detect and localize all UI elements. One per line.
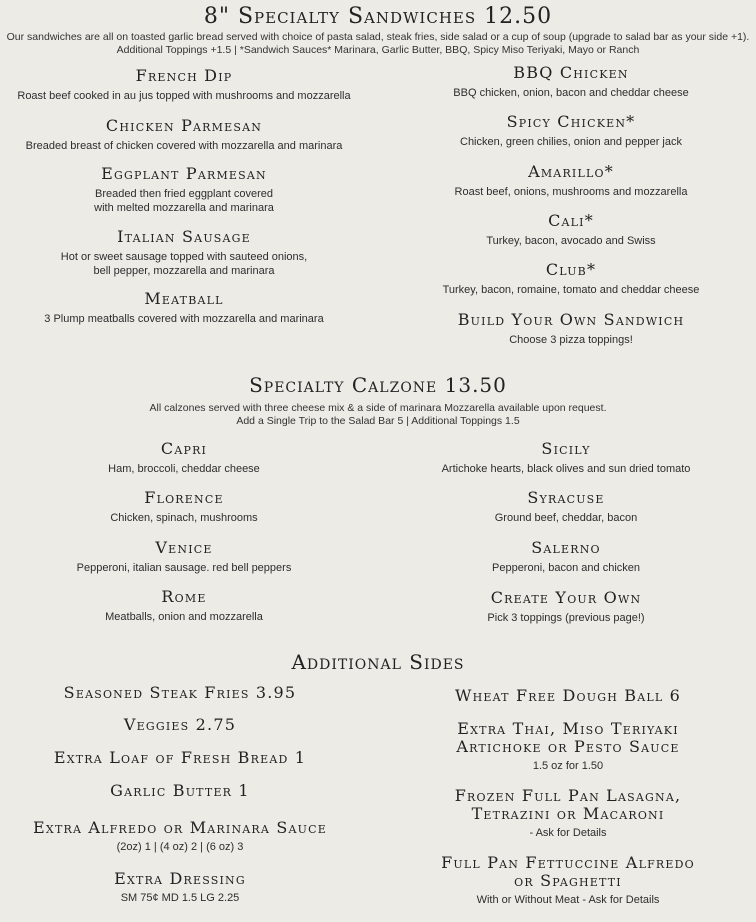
menu-item bbox=[0, 869, 360, 905]
item-name: Spicy Chicken* bbox=[506, 112, 636, 131]
calzone-heading: Specialty Calzone 13.50 bbox=[249, 373, 507, 397]
item-description: Pepperoni, bacon and chicken bbox=[492, 562, 640, 574]
item-name: Chicken Parmesan bbox=[105, 116, 263, 135]
item-name: Cali* bbox=[548, 211, 594, 230]
calzone-intro-line2: Add a Single Trip to the Salad Bar 5 | Additional Toppings 1.5 bbox=[236, 415, 520, 427]
item-name: Seasoned Steak Fries 3.95 bbox=[63, 683, 297, 702]
item-description: SM 75¢ MD 1.5 LG 2.25 bbox=[120, 892, 240, 904]
item-name: Build Your Own Sandwich bbox=[457, 310, 685, 329]
calzone-intro-line1: All calzones served with three cheese mix & a side of marinara Mozzarella available upon request. bbox=[149, 402, 607, 414]
item-name: Frozen Full Pan Lasagna, Tetrazini or Macaroni bbox=[454, 786, 682, 823]
item-description: With or Without Meat - Ask for Details bbox=[476, 894, 660, 906]
sides-left-column bbox=[0, 0, 360, 922]
item-name: Extra Thai, Miso Teriyaki Artichoke or Pesto Sauce bbox=[456, 719, 680, 756]
item-description: Chicken, spinach, mushrooms bbox=[110, 512, 258, 524]
item-description: Ham, broccoli, cheddar cheese bbox=[108, 463, 260, 475]
item-name: French Dip bbox=[135, 66, 233, 85]
item-name: Meatball bbox=[144, 289, 224, 308]
sandwiches-intro-line1: Our sandwiches are all on toasted garlic bread served with choice of pasta salad, steak fries, side salad or a cup of soup (upgrade to salad bar as your side +1). bbox=[6, 31, 750, 43]
item-description: - Ask for Details bbox=[529, 827, 607, 839]
menu-item bbox=[0, 683, 360, 702]
item-name: Extra Dressing bbox=[114, 869, 246, 888]
item-name: Rome bbox=[161, 587, 207, 606]
menu-item bbox=[0, 818, 360, 854]
item-name: Eggplant Parmesan bbox=[101, 164, 267, 183]
item-description: (2oz) 1 | (4 oz) 2 | (6 oz) 3 bbox=[116, 841, 244, 853]
menu-item bbox=[0, 781, 360, 800]
menu-item bbox=[380, 787, 756, 840]
item-description: Breaded breast of chicken covered with mozzarella and marinara bbox=[25, 140, 343, 152]
item-name: Create Your Own bbox=[490, 588, 642, 607]
item-name: Salerno bbox=[531, 538, 601, 557]
item-name: Italian Sausage bbox=[117, 227, 251, 246]
menu-item bbox=[380, 854, 756, 907]
menu-item bbox=[380, 686, 756, 705]
item-name: Wheat Free Dough Ball 6 bbox=[454, 686, 682, 705]
menu-item bbox=[0, 715, 360, 734]
sandwiches-intro-line2: Additional Toppings +1.5 | *Sandwich Sauces* Marinara, Garlic Butter, BBQ, Spicy Miso Teriyaki, Mayo or Ranch bbox=[116, 44, 640, 56]
item-name: Venice bbox=[155, 538, 213, 557]
item-name: Full Pan Fettuccine Alfredo or Spaghetti bbox=[441, 853, 695, 890]
item-description: Artichoke hearts, black olives and sun dried tomato bbox=[441, 463, 691, 475]
item-name: Sicily bbox=[541, 439, 591, 458]
item-description: Turkey, bacon, romaine, tomato and cheddar cheese bbox=[442, 284, 700, 296]
item-name: Extra Loaf of Fresh Bread 1 bbox=[53, 748, 307, 767]
item-name: Amarillo* bbox=[528, 162, 614, 181]
menu-item bbox=[380, 720, 756, 773]
item-name: Club* bbox=[545, 260, 597, 279]
item-description: Pepperoni, italian sausage. red bell peppers bbox=[76, 562, 292, 574]
item-name: Florence bbox=[144, 488, 224, 507]
menu-item bbox=[0, 748, 360, 767]
item-description: Meatballs, onion and mozzarella bbox=[105, 611, 263, 623]
item-name: Capri bbox=[160, 439, 208, 458]
item-description: Turkey, bacon, avocado and Swiss bbox=[486, 235, 656, 247]
sides-heading: Additional Sides bbox=[291, 650, 465, 674]
item-description: 1.5 oz for 1.50 bbox=[532, 760, 604, 772]
item-description: BBQ chicken, onion, bacon and cheddar cheese bbox=[453, 87, 689, 99]
item-description: Choose 3 pizza toppings! bbox=[509, 334, 633, 346]
item-description: Roast beef cooked in au jus topped with mushrooms and mozzarella bbox=[17, 90, 351, 102]
item-name: Syracuse bbox=[527, 488, 605, 507]
item-description: Breaded then fried eggplant covered with melted mozzarella and marinara bbox=[94, 188, 274, 214]
item-name: Veggies 2.75 bbox=[123, 715, 237, 734]
item-description: Hot or sweet sausage topped with sauteed onions, bell pepper, mozzarella and marinara bbox=[60, 251, 308, 277]
item-name: Extra Alfredo or Marinara Sauce bbox=[33, 818, 327, 837]
item-description: Pick 3 toppings (previous page!) bbox=[487, 612, 645, 624]
sides-right-column bbox=[380, 0, 756, 922]
item-description: Ground beef, cheddar, bacon bbox=[494, 512, 638, 524]
sandwiches-heading: 8" Specialty Sandwiches 12.50 bbox=[203, 4, 553, 29]
item-name: Garlic Butter 1 bbox=[110, 781, 250, 800]
item-name: BBQ Chicken bbox=[513, 63, 629, 82]
item-description: Roast beef, onions, mushrooms and mozzarella bbox=[454, 186, 688, 198]
item-description: Chicken, green chilies, onion and pepper jack bbox=[460, 136, 682, 148]
item-description: 3 Plump meatballs covered with mozzarella and marinara bbox=[44, 313, 324, 325]
